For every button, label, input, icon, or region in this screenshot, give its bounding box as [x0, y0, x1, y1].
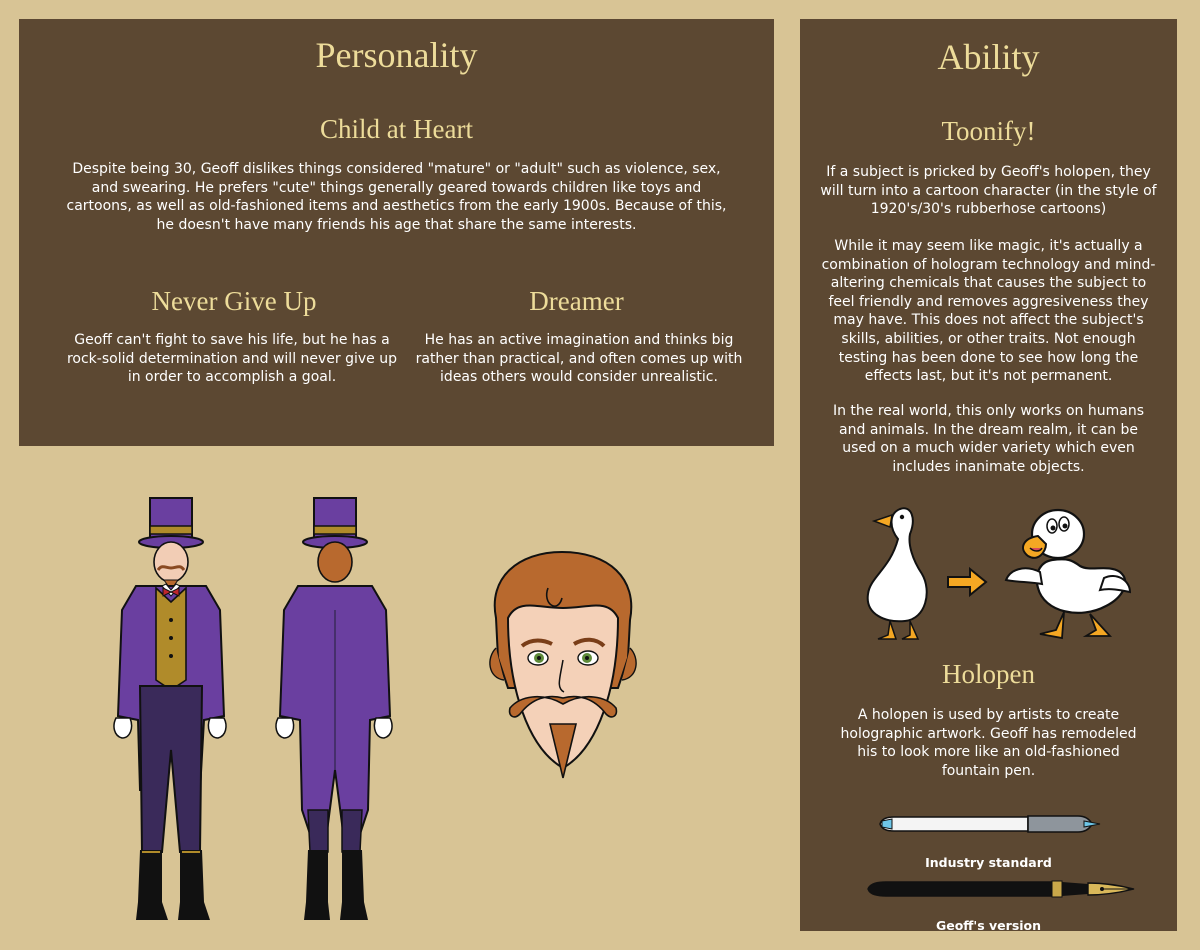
child-at-heart-text: Despite being 30, Geoff dislikes things considered "mature" or "adult" such as violence, sex, and swearing. He prefers "cute" things generally geared towards children like toys and cartoons, as well as old-fashioned items and aesthetics from the early 1900s. Because of this, he doesn't have many friends his age that share the same interests. [66, 161, 727, 233]
ability-panel [800, 19, 1177, 931]
toonify-heading: Toonify! [941, 116, 1036, 146]
character-back-view [258, 490, 408, 930]
personality-panel [19, 19, 774, 446]
character-face-closeup [478, 548, 648, 808]
never-give-up-heading: Never Give Up [151, 286, 317, 316]
personality-title: Personality [315, 35, 478, 75]
goose-before-illustration [860, 499, 940, 639]
geoffs-version-caption: Geoff's version [935, 918, 1042, 933]
fountain-pen-illustration [866, 871, 1136, 907]
industry-standard-pen-illustration [878, 811, 1103, 837]
never-give-up-text: Geoff can't fight to save his life, but he has a rock-solid determination and will never give up in order to accomplish a goal. [66, 332, 398, 386]
toonify-text-1: If a subject is pricked by Geoff's holopen, they will turn into a cartoon character (in the style of 1920's/30's rubberhose cartoons) [820, 164, 1157, 218]
industry-standard-caption: Industry standard [925, 855, 1052, 870]
toonify-text-3: In the real world, this only works on humans and animals. In the dream realm, it can be used on a much wider variety which even includes inanimate objects. [832, 403, 1144, 475]
toonify-text-2: While it may seem like magic, it's actually a combination of hologram technology and mind-altering chemicals that causes the subject to feel friendly and removes aggresiveness they may have. This does not affect the subject's skills, abilities, or other traits. Not enough testing has been done to see how long the effects last, but it's not permanent. [821, 238, 1156, 385]
ability-title: Ability [937, 37, 1040, 77]
holopen-text: A holopen is used by artists to create holographic artwork. Geoff has remodeled his to look more like an old-fashioned fountain pen. [840, 707, 1137, 779]
cartoon-duck-illustration [1000, 502, 1140, 642]
child-at-heart-heading: Child at Heart [320, 114, 473, 144]
holopen-heading: Holopen [942, 659, 1035, 689]
dreamer-heading: Dreamer [529, 286, 624, 316]
dreamer-text: He has an active imagination and thinks big rather than practical, and often comes up with ideas others would consider unrealistic. [415, 332, 743, 386]
character-front-view [100, 490, 240, 930]
arrow-right-icon [946, 567, 988, 597]
